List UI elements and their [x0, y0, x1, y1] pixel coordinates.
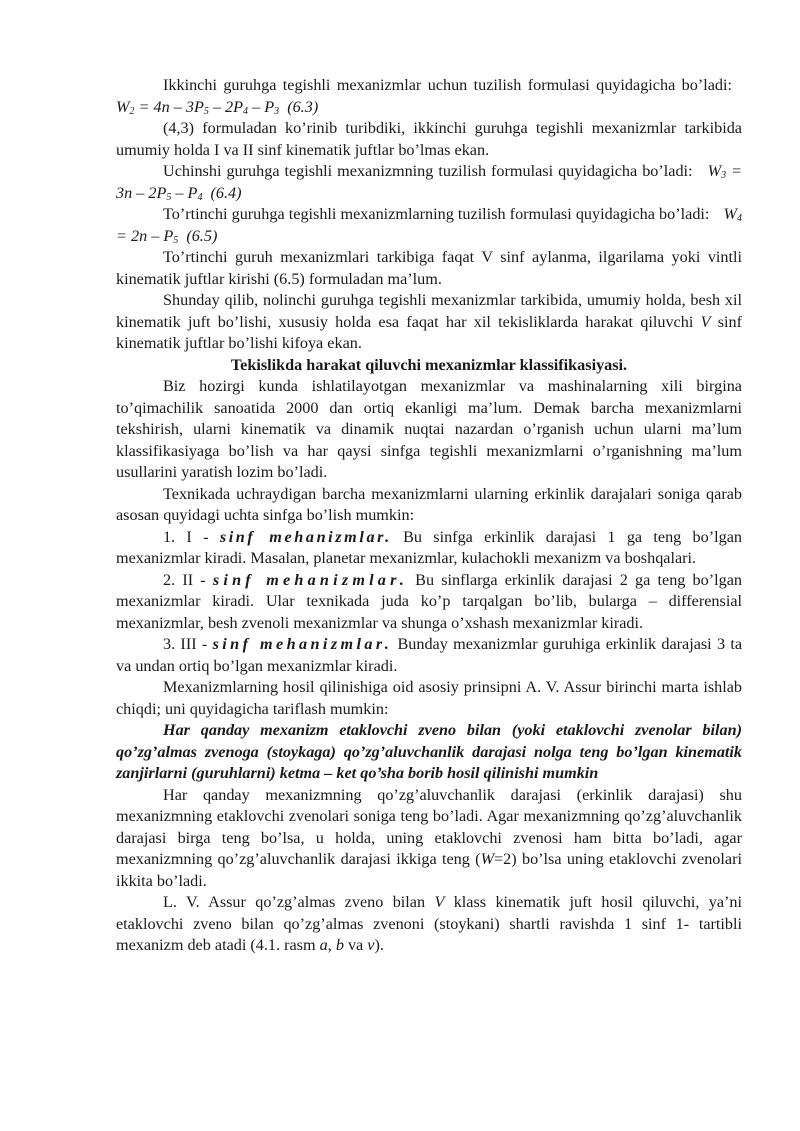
- section-heading: Tekislikda harakat qiluvchi mexanizmlar klassifikasiyasi.: [230, 355, 628, 374]
- paragraph-formula-6-5: To’rtinchi guruhga tegishli mexanizmlarning tuzilish formulasi quyidagicha bo’ladi: $W_4 = 2n - P_5$ (6.5): [116, 205, 742, 246]
- paragraph-formula-6-4: Uchinshi guruhga tegishli mexanizmning tuzilish formulasi quyidagicha bo’ladi: $W_3 = 3n - 2P_5 - P_4$ (6.4): [116, 162, 742, 203]
- paragraph-formula-6-3: Ikkinchi guruhga tegishli mexanizmlar uchun tuzilish formulasi quyidagicha bo’ladi: $W_2 = 4n - 3P_5 - 2P_4 - P_3$ (6.3): [116, 76, 732, 117]
- paragraph-zero-group: Shunday qilib, nolinchi guruhga tegishli mexanizmlar tarkibida, umumiy holda, besh xil kinematik juft bo’lishi, xususiy holda esa faqat har xil tekisliklarda harakat qiluvchi V sinf kinematik juftlar bo’lishi kifoya ekan.: [116, 291, 743, 352]
- paragraph-fourth-group: To’rtinchi guruh mexanizmlari tarkibiga faqat V sinf aylanma, ilgarilama yoki vintli kinematik juftlar kirishi (6.5) formuladan ma’lum.: [116, 248, 742, 288]
- paragraph-intro: Biz hozirgi kunda ishlatilayotgan mexanizmlar va mashinalarning xili birgina to’qimachilik sanoatida 2000 dan ortiq ekanligi ma’lum. Demak barcha mexanizmlarni tekshirish, ularni kinematik va dinamik nuqtai nazardan o’rganish uchun ularni ma’lum klassifikasiyaga bo’lish va har qaysi sinfga tegishli mexanizmlarni o’rganishning ma’lum usullarini yaratish lozim bo’ladi.: [116, 377, 742, 481]
- document-page: [116, 75, 742, 957]
- class-item-3: 3. III - sinf mehanizmlar. Bunday mexanizmlar guruhiga erkinlik darajasi 3 ta va undan ortiq bo’lgan mexanizmlar kiradi.: [116, 635, 743, 675]
- formula-6-5: $W_4 = 2n - P_5$ (6.5): [116, 205, 742, 246]
- paragraph-mobility: Har qanday mexanizmning qo’zg’aluvchanlik darajasi (erkinlik darajasi) shu mexanizmning etaklovchi zvenolari soniga teng bo’ladi. Agar mexanizmning qo’zg’aluvchanlik darajasi birga teng bo’lsa, u holda, uning etaklovchi zvenosi ham bitta bo’ladi, agar mexanizmning qo’zg’aluvchanlik darajasi ikkiga teng (W=2) bo’lsa uning etaklovchi zvenolari ikkita bo’ladi.: [116, 785, 742, 890]
- formula-6-4: $W_3 = 3n - 2P_5 - P_4$ (6.4): [116, 162, 742, 203]
- formula-6-3: $W_2 = 4n - 3P_5 - 2P_4 - P_3$ (6.3): [116, 97, 319, 117]
- paragraph-formula-note: (4,3) formuladan ko’rinib turibdiki, ikkinchi guruhga tegishli mexanizmlar tarkibida umumiy holda I va II sinf kinematik juftlar bo’lmas ekan.: [116, 119, 742, 159]
- class-item-1: 1. I - sinf mehanizmlar. Bu sinfga erkinlik darajasi 1 ga teng bo’lgan mexanizmlar kiradi. Masalan, planetar mexanizmlar, kulachokli mexanizm va boshqalari.: [116, 527, 743, 567]
- paragraph-assur-class: L. V. Assur qo’zg’almas zveno bilan V klass kinematik juft hosil qiluvchi, ya’ni etaklovchi zveno bilan qo’zg’almas zvenoni (stoykani) shartli ravishda 1 sinf 1- tartibli mexanizm deb atadi (4.1. rasm a, b va v).: [116, 893, 742, 954]
- paragraph-classes-intro: Texnikada uchraydigan barcha mexanizmlarni ularning erkinlik darajalari soniga qarab asosan quyidagi uchta sinfga bo’lish mumkin:: [116, 484, 742, 524]
- paragraph-assur-principle: Mexanizmlarning hosil qilinishiga oid asosiy prinsipni A. V. Assur birinchi marta ishlab chiqdi; uni quyidagicha tariflash mumkin:: [116, 678, 742, 718]
- principle-statement: Har qanday mexanizm etaklovchi zveno bilan (yoki etaklovchi zvenolar bilan) qo’zg’almas zvenoga (stoykaga) qo’zg’aluvchanlik darajasi nolga teng bo’lgan kinematik zanjirlarni (guruhlarni) ketma – ket qo’sha borib hosil qilinishi mumkin: [116, 721, 742, 782]
- class-item-2: 2. II - sinf mehanizmlar. Bu sinflarga erkinlik darajasi 2 ga teng bo’lgan mexanizmlar kiradi. Ular texnikada juda ko’p tarqalgan bo’lib, bularga – differensial mexanizmlar, besh zvenoli mexanizmlar va shunga o’xshash mexanizmlar kiradi.: [116, 570, 743, 632]
